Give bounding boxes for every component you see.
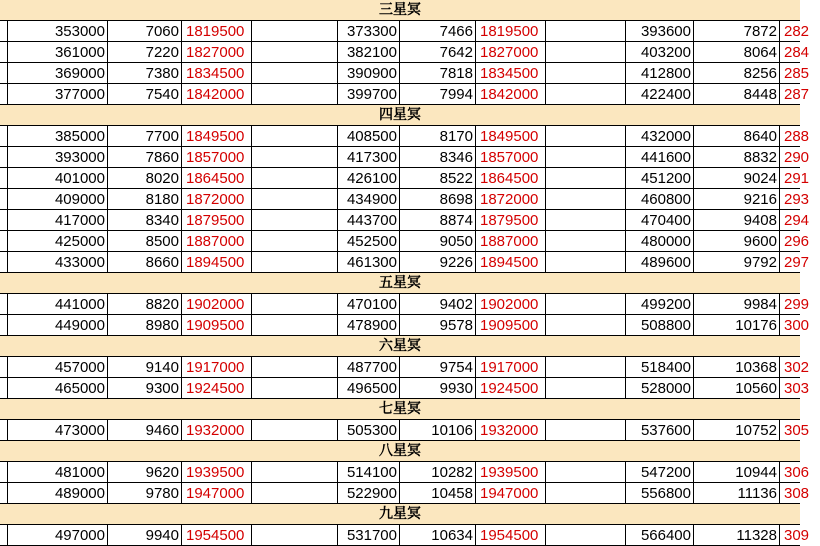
cell-i[interactable]: 308 [784, 485, 810, 502]
cell-empty[interactable] [252, 210, 338, 230]
cell-empty[interactable] [252, 63, 338, 83]
cell-b[interactable]: 8660 [108, 252, 182, 272]
cell-c[interactable]: 1872000 [182, 189, 252, 209]
section-header [0, 504, 800, 525]
cell-e[interactable]: 7994 [400, 84, 476, 104]
cell-lvl[interactable] [0, 294, 8, 314]
cell-empty[interactable] [252, 21, 338, 41]
cell-e[interactable]: 10282 [400, 462, 476, 482]
cell-d[interactable]: 531700 [338, 525, 400, 545]
cell-d[interactable]: 373300 [338, 21, 400, 41]
cell-empty[interactable] [252, 147, 338, 167]
cell-i[interactable]: 300 [784, 317, 810, 334]
cell-d[interactable]: 514100 [338, 462, 400, 482]
cell-empty[interactable] [546, 462, 626, 482]
cell-a[interactable]: 497000 [8, 525, 108, 545]
cell-c[interactable]: 1909500 [182, 315, 252, 335]
cell-d[interactable]: 434900 [338, 189, 400, 209]
cell-f[interactable]: 1879500 [476, 210, 546, 230]
cell-empty[interactable] [546, 42, 626, 62]
cell-d[interactable]: 522900 [338, 483, 400, 503]
cell-e[interactable]: 8874 [400, 210, 476, 230]
table-row [0, 378, 810, 399]
cell-b[interactable]: 9940 [108, 525, 182, 545]
cell-h[interactable]: 8640 [694, 126, 780, 146]
cell-g[interactable]: 556800 [626, 483, 694, 503]
cell-empty[interactable] [546, 252, 626, 272]
cell-d[interactable]: 408500 [338, 126, 400, 146]
cell-a[interactable]: 409000 [8, 189, 108, 209]
cell-d[interactable]: 390900 [338, 63, 400, 83]
cell-f[interactable]: 1902000 [476, 294, 546, 314]
cell-lvl[interactable] [0, 147, 8, 167]
cell-g[interactable]: 566400 [626, 525, 694, 545]
cell-empty[interactable] [546, 357, 626, 377]
cell-empty[interactable] [252, 483, 338, 503]
cell-d[interactable]: 496500 [338, 378, 400, 398]
cell-empty[interactable] [546, 84, 626, 104]
cell-a[interactable]: 433000 [8, 252, 108, 272]
cell-empty[interactable] [546, 231, 626, 251]
cell-empty[interactable] [546, 525, 626, 545]
cell-e[interactable]: 7466 [400, 21, 476, 41]
cell-i[interactable]: 306 [784, 464, 810, 481]
cell-lvl[interactable] [0, 252, 8, 272]
cell-e[interactable]: 8346 [400, 147, 476, 167]
cell-i[interactable]: 309 [784, 527, 810, 544]
cell-h[interactable]: 9408 [694, 210, 780, 230]
cell-b[interactable]: 7380 [108, 63, 182, 83]
cell-a[interactable]: 377000 [8, 84, 108, 104]
cell-i[interactable]: 297 [784, 254, 810, 271]
cell-b[interactable]: 7700 [108, 126, 182, 146]
cell-e[interactable]: 9578 [400, 315, 476, 335]
table-row [0, 294, 810, 315]
cell-b[interactable]: 7540 [108, 84, 182, 104]
cell-empty[interactable] [546, 378, 626, 398]
cell-a[interactable]: 353000 [8, 21, 108, 41]
table-row [0, 525, 810, 546]
cell-lvl[interactable] [0, 168, 8, 188]
table-row [0, 252, 810, 273]
cell-a[interactable]: 449000 [8, 315, 108, 335]
cell-lvl[interactable] [0, 357, 8, 377]
cell-c[interactable]: 1917000 [182, 357, 252, 377]
cell-e[interactable]: 10106 [400, 420, 476, 440]
section-title: 五星冥 [379, 275, 421, 291]
cell-lvl[interactable] [0, 315, 8, 335]
cell-d[interactable]: 399700 [338, 84, 400, 104]
cell-empty[interactable] [252, 315, 338, 335]
cell-f[interactable]: 1849500 [476, 126, 546, 146]
cell-empty[interactable] [252, 525, 338, 545]
cell-d[interactable]: 470100 [338, 294, 400, 314]
cell-f[interactable]: 1834500 [476, 63, 546, 83]
cell-empty[interactable] [546, 210, 626, 230]
cell-f[interactable]: 1857000 [476, 147, 546, 167]
cell-d[interactable]: 461300 [338, 252, 400, 272]
cell-c[interactable]: 1939500 [182, 462, 252, 482]
cell-h[interactable]: 10368 [694, 357, 780, 377]
cell-h[interactable]: 10752 [694, 420, 780, 440]
table-row [0, 315, 810, 336]
cell-f[interactable]: 1932000 [476, 420, 546, 440]
section-header [0, 105, 800, 126]
cell-g[interactable]: 470400 [626, 210, 694, 230]
cell-e[interactable]: 10634 [400, 525, 476, 545]
cell-g[interactable]: 499200 [626, 294, 694, 314]
cell-lvl[interactable] [0, 21, 8, 41]
cell-f[interactable]: 1887000 [476, 231, 546, 251]
cell-lvl[interactable] [0, 420, 8, 440]
cell-f[interactable]: 1864500 [476, 168, 546, 188]
cell-c[interactable]: 1857000 [182, 147, 252, 167]
cell-d[interactable]: 417300 [338, 147, 400, 167]
cell-d[interactable]: 443700 [338, 210, 400, 230]
cell-c[interactable]: 1954500 [182, 525, 252, 545]
cell-f[interactable]: 1909500 [476, 315, 546, 335]
cell-a[interactable]: 401000 [8, 168, 108, 188]
cell-f[interactable]: 1819500 [476, 21, 546, 41]
section-title: 八星冥 [379, 443, 421, 459]
cell-g[interactable]: 441600 [626, 147, 694, 167]
cell-empty[interactable] [252, 462, 338, 482]
cell-c[interactable]: 1842000 [182, 84, 252, 104]
cell-a[interactable]: 441000 [8, 294, 108, 314]
section-header [0, 273, 800, 294]
section-header [0, 441, 800, 462]
cell-empty[interactable] [546, 21, 626, 41]
cell-e[interactable]: 9050 [400, 231, 476, 251]
cell-f[interactable]: 1894500 [476, 252, 546, 272]
cell-g[interactable]: 460800 [626, 189, 694, 209]
cell-i[interactable]: 299 [784, 296, 810, 313]
cell-a[interactable]: 457000 [8, 357, 108, 377]
cell-lvl[interactable] [0, 42, 8, 62]
cell-e[interactable]: 10458 [400, 483, 476, 503]
cell-g[interactable]: 537600 [626, 420, 694, 440]
cell-h[interactable]: 10176 [694, 315, 780, 335]
cell-g[interactable]: 403200 [626, 42, 694, 62]
cell-d[interactable]: 505300 [338, 420, 400, 440]
cell-h[interactable]: 8256 [694, 63, 780, 83]
section-title: 七星冥 [379, 401, 421, 417]
cell-i[interactable]: 282 [784, 23, 810, 40]
cell-g[interactable]: 432000 [626, 126, 694, 146]
cell-h[interactable]: 9024 [694, 168, 780, 188]
cell-lvl[interactable] [0, 126, 8, 146]
cell-h[interactable]: 8064 [694, 42, 780, 62]
cell-f[interactable]: 1827000 [476, 42, 546, 62]
cell-c[interactable]: 1894500 [182, 252, 252, 272]
cell-empty[interactable] [546, 294, 626, 314]
cell-f[interactable]: 1917000 [476, 357, 546, 377]
cell-c[interactable]: 1902000 [182, 294, 252, 314]
cell-h[interactable]: 10560 [694, 378, 780, 398]
cell-f[interactable]: 1842000 [476, 84, 546, 104]
cell-b[interactable]: 8980 [108, 315, 182, 335]
cell-a[interactable]: 361000 [8, 42, 108, 62]
cell-g[interactable]: 422400 [626, 84, 694, 104]
cell-empty[interactable] [546, 315, 626, 335]
cell-lvl[interactable] [0, 210, 8, 230]
table-row [0, 63, 810, 84]
cell-d[interactable]: 452500 [338, 231, 400, 251]
cell-lvl[interactable] [0, 84, 8, 104]
cell-e[interactable]: 9754 [400, 357, 476, 377]
section-title: 三星冥 [379, 2, 421, 18]
cell-b[interactable]: 8020 [108, 168, 182, 188]
cell-g[interactable]: 489600 [626, 252, 694, 272]
cell-c[interactable]: 1879500 [182, 210, 252, 230]
cell-a[interactable]: 489000 [8, 483, 108, 503]
cell-b[interactable]: 9780 [108, 483, 182, 503]
cell-b[interactable]: 9140 [108, 357, 182, 377]
cell-a[interactable]: 473000 [8, 420, 108, 440]
section-header [0, 0, 800, 21]
cell-empty[interactable] [546, 420, 626, 440]
cell-a[interactable]: 481000 [8, 462, 108, 482]
cell-lvl[interactable] [0, 63, 8, 83]
cell-i[interactable]: 287 [784, 86, 810, 103]
cell-empty[interactable] [546, 168, 626, 188]
cell-h[interactable]: 11328 [694, 525, 780, 545]
cell-e[interactable]: 9226 [400, 252, 476, 272]
cell-e[interactable]: 7818 [400, 63, 476, 83]
cell-c[interactable]: 1834500 [182, 63, 252, 83]
cell-a[interactable]: 417000 [8, 210, 108, 230]
cell-a[interactable]: 393000 [8, 147, 108, 167]
cell-e[interactable]: 9930 [400, 378, 476, 398]
table-row [0, 357, 810, 378]
cell-d[interactable]: 426100 [338, 168, 400, 188]
cell-g[interactable]: 480000 [626, 231, 694, 251]
cell-a[interactable]: 385000 [8, 126, 108, 146]
cell-lvl[interactable] [0, 378, 8, 398]
cell-empty[interactable] [252, 378, 338, 398]
cell-empty[interactable] [252, 294, 338, 314]
cell-i[interactable]: 294 [784, 212, 810, 229]
cell-g[interactable]: 547200 [626, 462, 694, 482]
cell-empty[interactable] [252, 231, 338, 251]
cell-empty[interactable] [252, 168, 338, 188]
cell-b[interactable]: 9460 [108, 420, 182, 440]
table-row [0, 126, 810, 147]
cell-h[interactable]: 9216 [694, 189, 780, 209]
table-row [0, 483, 810, 504]
cell-e[interactable]: 8522 [400, 168, 476, 188]
cell-g[interactable]: 393600 [626, 21, 694, 41]
table-row [0, 168, 810, 189]
cell-g[interactable]: 451200 [626, 168, 694, 188]
cell-i[interactable]: 303 [784, 380, 810, 397]
cell-h[interactable]: 8832 [694, 147, 780, 167]
cell-b[interactable]: 9300 [108, 378, 182, 398]
cell-b[interactable]: 7220 [108, 42, 182, 62]
cell-h[interactable]: 7872 [694, 21, 780, 41]
cell-lvl[interactable] [0, 483, 8, 503]
cell-empty[interactable] [252, 126, 338, 146]
cell-b[interactable]: 8340 [108, 210, 182, 230]
table-row [0, 84, 810, 105]
cell-e[interactable]: 8698 [400, 189, 476, 209]
cell-h[interactable]: 10944 [694, 462, 780, 482]
cell-c[interactable]: 1819500 [182, 21, 252, 41]
cell-e[interactable]: 7642 [400, 42, 476, 62]
cell-lvl[interactable] [0, 525, 8, 545]
section-title: 六星冥 [379, 338, 421, 354]
cell-c[interactable]: 1924500 [182, 378, 252, 398]
table-row [0, 189, 810, 210]
cell-f[interactable]: 1939500 [476, 462, 546, 482]
table-row [0, 420, 810, 441]
cell-empty[interactable] [252, 84, 338, 104]
cell-lvl[interactable] [0, 462, 8, 482]
cell-c[interactable]: 1947000 [182, 483, 252, 503]
cell-i[interactable]: 302 [784, 359, 810, 376]
section-header [0, 336, 800, 357]
cell-b[interactable]: 7060 [108, 21, 182, 41]
cell-g[interactable]: 508800 [626, 315, 694, 335]
cell-empty[interactable] [252, 189, 338, 209]
cell-e[interactable]: 8170 [400, 126, 476, 146]
cell-f[interactable]: 1872000 [476, 189, 546, 209]
cell-c[interactable]: 1887000 [182, 231, 252, 251]
cell-b[interactable]: 9620 [108, 462, 182, 482]
cell-i[interactable]: 285 [784, 65, 810, 82]
section-title: 九星冥 [379, 506, 421, 522]
cell-d[interactable]: 478900 [338, 315, 400, 335]
cell-empty[interactable] [546, 147, 626, 167]
cell-b[interactable]: 8180 [108, 189, 182, 209]
cell-h[interactable]: 8448 [694, 84, 780, 104]
cell-h[interactable]: 9984 [694, 294, 780, 314]
cell-i[interactable]: 290 [784, 149, 810, 166]
cell-i[interactable]: 305 [784, 422, 810, 439]
cell-i[interactable]: 284 [784, 44, 810, 61]
cell-b[interactable]: 7860 [108, 147, 182, 167]
section-header [0, 399, 800, 420]
cell-b[interactable]: 8500 [108, 231, 182, 251]
cell-f[interactable]: 1924500 [476, 378, 546, 398]
cell-a[interactable]: 425000 [8, 231, 108, 251]
cell-b[interactable]: 8820 [108, 294, 182, 314]
cell-g[interactable]: 412800 [626, 63, 694, 83]
cell-lvl[interactable] [0, 189, 8, 209]
cell-empty[interactable] [252, 357, 338, 377]
cell-c[interactable]: 1849500 [182, 126, 252, 146]
cell-i[interactable]: 291 [784, 170, 810, 187]
cell-f[interactable]: 1947000 [476, 483, 546, 503]
table-row [0, 231, 810, 252]
cell-a[interactable]: 369000 [8, 63, 108, 83]
cell-i[interactable]: 296 [784, 233, 810, 250]
cell-c[interactable]: 1932000 [182, 420, 252, 440]
cell-i[interactable]: 293 [784, 191, 810, 208]
table-row [0, 42, 810, 63]
cell-h[interactable]: 9600 [694, 231, 780, 251]
cell-g[interactable]: 528000 [626, 378, 694, 398]
cell-h[interactable]: 11136 [694, 483, 780, 503]
table-row [0, 147, 810, 168]
cell-g[interactable]: 518400 [626, 357, 694, 377]
cell-empty[interactable] [252, 42, 338, 62]
table-row [0, 210, 810, 231]
cell-empty[interactable] [546, 126, 626, 146]
cell-empty[interactable] [546, 189, 626, 209]
cell-e[interactable]: 9402 [400, 294, 476, 314]
cell-lvl[interactable] [0, 231, 8, 251]
cell-d[interactable]: 487700 [338, 357, 400, 377]
cell-empty[interactable] [546, 63, 626, 83]
cell-c[interactable]: 1827000 [182, 42, 252, 62]
cell-empty[interactable] [252, 252, 338, 272]
cell-i[interactable]: 288 [784, 128, 810, 145]
cell-empty[interactable] [546, 483, 626, 503]
cell-c[interactable]: 1864500 [182, 168, 252, 188]
table-row [0, 21, 810, 42]
table-row [0, 462, 810, 483]
cell-empty[interactable] [252, 420, 338, 440]
section-title: 四星冥 [379, 107, 421, 123]
cell-a[interactable]: 465000 [8, 378, 108, 398]
cell-h[interactable]: 9792 [694, 252, 780, 272]
cell-d[interactable]: 382100 [338, 42, 400, 62]
cell-f[interactable]: 1954500 [476, 525, 546, 545]
